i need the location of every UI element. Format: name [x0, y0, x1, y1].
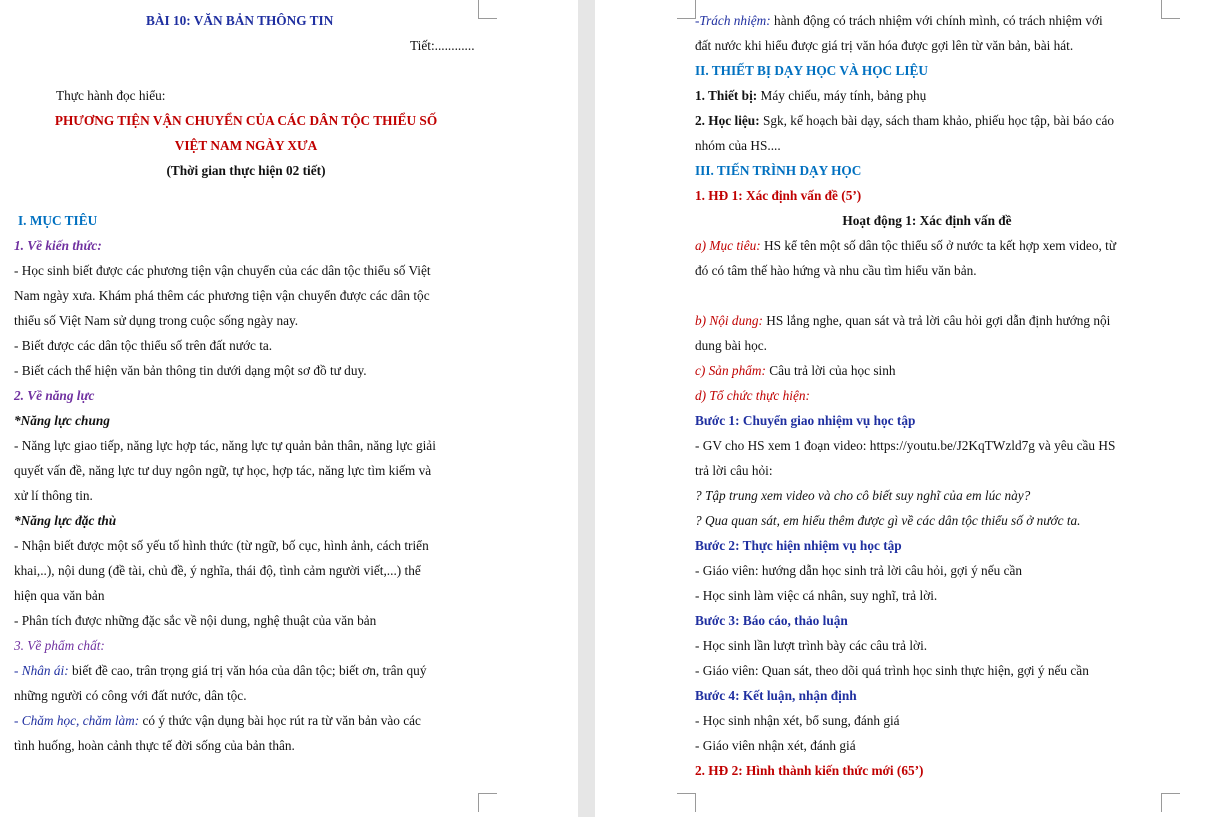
paragraph-line	[695, 237, 1116, 255]
paragraph-line: - Nhận biết được một số yếu tố hình thức (từ ngữ, bố cục, hình ảnh, cách triển	[14, 538, 429, 553]
item-label: d) Tổ chức thực hiện:	[695, 388, 810, 403]
item-label: 2. Học liệu:	[695, 113, 760, 128]
paragraph-line: - Học sinh nhận xét, bổ sung, đánh giá	[695, 713, 900, 728]
item-text: Sgk, kế hoạch bài dạy, sách tham khảo, phiếu học tập, bài báo cáo	[759, 113, 1114, 128]
subheading-knowledge: 1. Về kiến thức:	[14, 238, 102, 253]
activity-1-title: Hoạt động 1: Xác định vấn đề	[842, 213, 1012, 228]
crop-mark-bottom-right	[478, 793, 497, 812]
section-heading-equipment: II. THIẾT BỊ DẠY HỌC VÀ HỌC LIỆU	[695, 63, 929, 78]
step-heading-2: Bước 2: Thực hiện nhiệm vụ học tập	[695, 538, 902, 553]
paragraph-line: - Giáo viên: hướng dẫn học sinh trả lời câu hỏi, gợi ý nếu cần	[695, 563, 1023, 578]
crop-mark-bottom-left	[677, 793, 696, 812]
crop-mark-top-right	[1161, 0, 1180, 19]
document-page-right	[595, 0, 1220, 817]
paragraph-line: đất nước khi hiểu được giá trị văn hóa được gợi lên từ văn bản, bài hát.	[695, 38, 1074, 53]
crop-mark-top-left	[677, 0, 696, 19]
document-page-left	[0, 0, 578, 817]
quality-label: - Chăm học, chăm làm:	[14, 713, 140, 728]
subheading-general-competence: *Năng lực chung	[14, 413, 110, 428]
paragraph-line: quyết vấn đề, năng lực tư duy ngôn ngữ, tự học, hợp tác, năng lực tìm kiếm và	[14, 463, 432, 478]
paragraph-line: trả lời câu hỏi:	[695, 463, 773, 478]
paragraph-line: - Học sinh làm việc cá nhân, suy nghĩ, trả lời.	[695, 588, 938, 603]
paragraph-line: hiện qua văn bản	[14, 588, 105, 603]
paragraph-line: khai,..), nội dung (đề tài, chủ đề, ý nghĩa, thái độ, tình cảm người viết,...) thể	[14, 563, 421, 578]
subheading-competence: 2. Về năng lực	[14, 388, 95, 403]
item-text: Câu trả lời của học sinh	[765, 363, 896, 378]
crop-mark-bottom-right	[1161, 793, 1180, 812]
paragraph-line: nhóm của HS....	[695, 138, 781, 153]
subheading-specific-competence: *Năng lực đặc thù	[14, 513, 117, 528]
activity-heading-2: 2. HĐ 2: Hình thành kiến thức mới (65’)	[695, 763, 924, 778]
quality-text: có ý thức vận dụng bài học rút ra từ văn bản vào các	[139, 713, 421, 728]
paragraph-line	[695, 112, 1114, 130]
item-text: HS lắng nghe, quan sát và trả lời câu hỏi gợi dẫn định hướng nội	[762, 313, 1111, 328]
main-title-line-1: PHƯƠNG TIỆN VẬN CHUYỂN CỦA CÁC DÂN TỘC THIỂU SỐ	[54, 113, 438, 128]
paragraph-line: - Giáo viên nhận xét, đánh giá	[695, 738, 856, 753]
item-label: c) Sản phẩm:	[695, 363, 766, 378]
paragraph-line: đó có tâm thế hào hứng và nhu cầu tìm hiểu văn bản.	[695, 263, 977, 278]
paragraph-line: - Phân tích được những đặc sắc về nội dung, nghệ thuật của văn bản	[14, 613, 377, 628]
section-heading-objectives: I. MỤC TIÊU	[18, 213, 98, 228]
duration-note: (Thời gian thực hiện 02 tiết)	[166, 163, 326, 178]
paragraph-line: dung bài học.	[695, 338, 768, 353]
activity-heading-1: 1. HĐ 1: Xác định vấn đề (5’)	[695, 188, 862, 203]
item-label: a) Mục tiêu:	[695, 238, 761, 253]
question-line: ? Tập trung xem video và cho cô biết suy nghĩ của em lúc này?	[695, 488, 1031, 503]
lesson-title: BÀI 10: VĂN BẢN THÔNG TIN	[146, 13, 334, 28]
practice-label: Thực hành đọc hiểu:	[56, 88, 166, 103]
paragraph-line: Nam ngày xưa. Khám phá thêm các phương tiện vận chuyển được các dân tộc	[14, 288, 430, 303]
paragraph-line	[14, 662, 426, 680]
paragraph-line: - Biết được các dân tộc thiểu số trên đất nước ta.	[14, 338, 273, 353]
main-title-line-2: VIỆT NAM NGÀY XƯA	[174, 138, 318, 153]
paragraph-line	[695, 312, 1110, 330]
paragraph-line	[695, 362, 896, 380]
paragraph-line: những người có công với đất nước, dân tộc.	[14, 688, 247, 703]
quality-label: - Nhân ái:	[14, 663, 69, 678]
item-text: HS kể tên một số dân tộc thiểu số ở nước ta kết hợp xem video, từ	[760, 238, 1117, 253]
paragraph-line: - Học sinh biết được các phương tiện vận chuyển của các dân tộc thiểu số Việt	[14, 263, 431, 278]
step-heading-3: Bước 3: Báo cáo, thảo luận	[695, 613, 848, 628]
crop-mark-top-right	[478, 0, 497, 19]
paragraph-line: - Năng lực giao tiếp, năng lực hợp tác, năng lực tự quản bản thân, năng lực giải	[14, 438, 436, 453]
quality-text: biết đề cao, trân trọng giá trị văn hóa của dân tộc; biết ơn, trân quý	[68, 663, 427, 678]
item-label: 1. Thiết bị:	[695, 88, 758, 103]
paragraph-line: - Giáo viên: Quan sát, theo dõi quá trình học sinh thực hiện, gợi ý nếu cần	[695, 663, 1089, 678]
paragraph-line: - Học sinh lần lượt trình bày các câu trả lời.	[695, 638, 928, 653]
section-heading-process: III. TIẾN TRÌNH DẠY HỌC	[695, 163, 862, 178]
quality-text: hành động có trách nhiệm với chính mình, có trách nhiệm với	[770, 13, 1103, 28]
paragraph-line: - GV cho HS xem 1 đoạn video: https://youtu.be/J2KqTWzld7g và yêu cầu HS	[695, 438, 1116, 453]
paragraph-line	[695, 87, 926, 105]
period-field: Tiết:............	[410, 38, 475, 53]
item-text: Máy chiếu, máy tính, bảng phụ	[757, 88, 927, 103]
paragraph-line: tình huống, hoàn cảnh thực tế đời sống của bản thân.	[14, 738, 295, 753]
paragraph-line: xử lí thông tin.	[14, 488, 93, 503]
step-heading-1: Bước 1: Chuyển giao nhiệm vụ học tập	[695, 413, 916, 428]
quality-label: -Trách nhiệm:	[695, 13, 771, 28]
subheading-qualities: 3. Về phẩm chất:	[14, 638, 105, 653]
item-label: b) Nội dung:	[695, 313, 763, 328]
paragraph-line: - Biết cách thể hiện văn bản thông tin dưới dạng một sơ đồ tư duy.	[14, 363, 367, 378]
step-heading-4: Bước 4: Kết luận, nhận định	[695, 688, 857, 703]
paragraph-line	[695, 12, 1103, 30]
question-line: ? Qua quan sát, em hiểu thêm được gì về các dân tộc thiểu số ở nước ta.	[695, 513, 1081, 528]
paragraph-line: thiểu số Việt Nam sử dụng trong cuộc sống ngày nay.	[14, 313, 299, 328]
paragraph-line	[14, 712, 421, 730]
